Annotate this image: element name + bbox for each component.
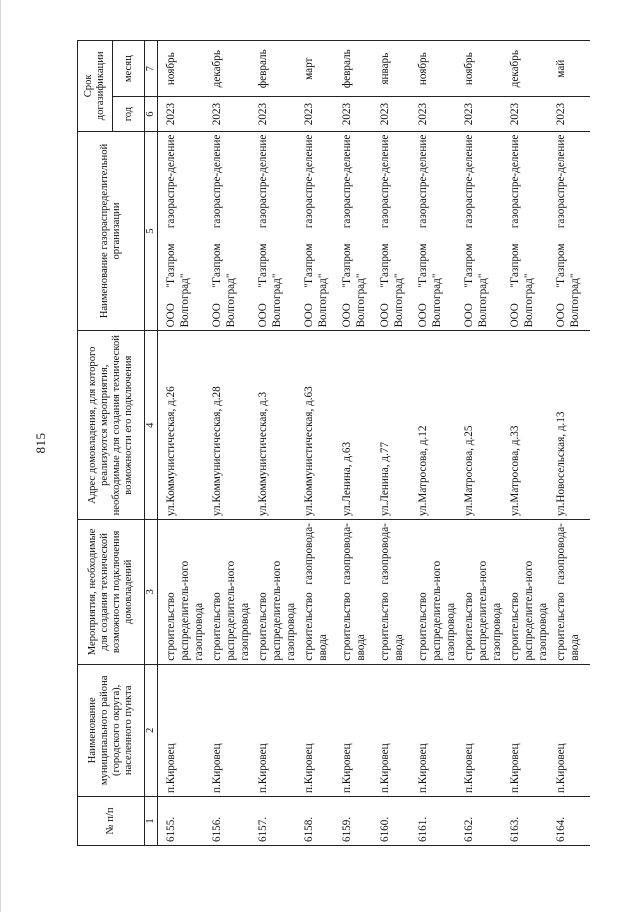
header-term: Срок догазификации — [78, 41, 113, 132]
row-year: 2023 — [506, 97, 552, 131]
column-numbers-row — [145, 41, 158, 846]
column-number: 4 — [145, 331, 158, 520]
row-number: 6155. — [158, 797, 209, 846]
table-row — [300, 41, 338, 846]
row-locality: п.Кировец — [300, 664, 338, 796]
table-row — [338, 41, 376, 846]
table-row — [552, 41, 590, 846]
row-measure: строительство распределитель-ного газопровода — [208, 520, 254, 665]
gasification-table — [77, 40, 590, 846]
row-organization: ООО "Газпром газораспре-деление Волгоград" — [208, 131, 254, 331]
row-measure: строительство распределитель-ного газопровода — [158, 520, 209, 665]
row-organization: ООО "Газпром газораспре-деление Волгоград" — [254, 131, 300, 331]
row-year: 2023 — [460, 97, 506, 131]
row-measure: строительство распределитель-ного газопровода — [414, 520, 460, 665]
row-locality: п.Кировец — [552, 664, 590, 796]
row-month: февраль — [254, 41, 300, 97]
row-organization: ООО "Газпром газораспре-деление Волгоград" — [300, 131, 338, 331]
row-month: ноябрь — [460, 41, 506, 97]
row-year: 2023 — [254, 97, 300, 131]
table-row — [254, 41, 300, 846]
row-address: ул.Коммунистическая, д.63 — [300, 331, 338, 520]
table-header — [78, 41, 158, 846]
column-number: 2 — [145, 664, 158, 796]
row-measure: строительство газопровода-ввода — [338, 520, 376, 665]
table-row — [506, 41, 552, 846]
header-locality: Наименование муниципального района (городского округа), населенного пункта — [78, 664, 145, 796]
header-year: год — [113, 97, 145, 131]
row-address: ул.Ленина, д.63 — [338, 331, 376, 520]
row-measure: строительство газопровода-ввода — [376, 520, 414, 665]
row-number: 6164. — [552, 797, 590, 846]
row-locality: п.Кировец — [158, 664, 209, 796]
row-locality: п.Кировец — [460, 664, 506, 796]
row-organization: ООО "Газпром газораспре-деление Волгоград" — [552, 131, 590, 331]
row-year: 2023 — [414, 97, 460, 131]
row-measure: строительство распределитель-ного газопровода — [460, 520, 506, 665]
row-year: 2023 — [376, 97, 414, 131]
row-number: 6161. — [414, 797, 460, 846]
header-num: № п/п — [78, 797, 145, 846]
header-org: Наименование газораспределительной организации — [78, 131, 145, 331]
row-month: декабрь — [208, 41, 254, 97]
row-month: январь — [376, 41, 414, 97]
row-address: ул.Коммунистическая, д.3 — [254, 331, 300, 520]
column-number: 3 — [145, 520, 158, 665]
row-year: 2023 — [208, 97, 254, 131]
header-measure: Мероприятия, необходимые для создания технической возможности подключения домовладений — [78, 520, 145, 665]
table-row — [460, 41, 506, 846]
row-organization: ООО "Газпром газораспре-деление Волгоград" — [506, 131, 552, 331]
row-locality: п.Кировец — [338, 664, 376, 796]
row-organization: ООО "Газпром газораспре-деление Волгоград" — [414, 131, 460, 331]
table-body — [158, 41, 591, 846]
row-organization: ООО "Газпром газораспре-деление Волгоград" — [338, 131, 376, 331]
row-address: ул.Ленина, д.77 — [376, 331, 414, 520]
row-month: ноябрь — [414, 41, 460, 97]
row-address: ул.Матросова, д.25 — [460, 331, 506, 520]
header-month: месяц — [113, 41, 145, 97]
column-number: 6 — [145, 97, 158, 131]
column-number: 1 — [145, 797, 158, 846]
row-locality: п.Кировец — [506, 664, 552, 796]
row-locality: п.Кировец — [254, 664, 300, 796]
row-address: ул.Новосельская, д.13 — [552, 331, 590, 520]
column-number: 7 — [145, 41, 158, 97]
column-number: 5 — [145, 131, 158, 331]
row-year: 2023 — [552, 97, 590, 131]
table-row — [414, 41, 460, 846]
row-measure: строительство газопровода-ввода — [300, 520, 338, 665]
row-address: ул.Матросова, д.12 — [414, 331, 460, 520]
table-row — [208, 41, 254, 846]
row-month: декабрь — [506, 41, 552, 97]
row-organization: ООО "Газпром газораспре-деление Волгоград" — [460, 131, 506, 331]
table-row — [158, 41, 209, 846]
row-number: 6159. — [338, 797, 376, 846]
row-number: 6162. — [460, 797, 506, 846]
row-year: 2023 — [158, 97, 209, 131]
page-number: 815 — [33, 432, 48, 454]
row-measure: строительство распределитель-ного газопровода — [254, 520, 300, 665]
row-address: ул.Коммунистическая, д.26 — [158, 331, 209, 520]
row-month: ноябрь — [158, 41, 209, 97]
row-month: март — [300, 41, 338, 97]
row-locality: п.Кировец — [376, 664, 414, 796]
header-address: Адрес домовладения, для которого реализуются мероприятия, необходимые для создания технической возможности его подключения — [78, 331, 145, 520]
row-address: ул.Матросова, д.33 — [506, 331, 552, 520]
row-number: 6157. — [254, 797, 300, 846]
row-locality: п.Кировец — [414, 664, 460, 796]
rotated-page — [33, 40, 587, 846]
row-number: 6158. — [300, 797, 338, 846]
row-organization: ООО "Газпром газораспре-деление Волгоград" — [158, 131, 209, 331]
row-number: 6160. — [376, 797, 414, 846]
row-number: 6156. — [208, 797, 254, 846]
row-measure: строительство распределитель-ного газопровода — [506, 520, 552, 665]
row-locality: п.Кировец — [208, 664, 254, 796]
row-year: 2023 — [300, 97, 338, 131]
row-organization: ООО "Газпром газораспре-деление Волгоград" — [376, 131, 414, 331]
row-number: 6163. — [506, 797, 552, 846]
row-address: ул.Коммунистическая, д.28 — [208, 331, 254, 520]
row-month: май — [552, 41, 590, 97]
row-measure: строительство газопровода-ввода — [552, 520, 590, 665]
table-row — [376, 41, 414, 846]
row-year: 2023 — [338, 97, 376, 131]
row-month: февраль — [338, 41, 376, 97]
